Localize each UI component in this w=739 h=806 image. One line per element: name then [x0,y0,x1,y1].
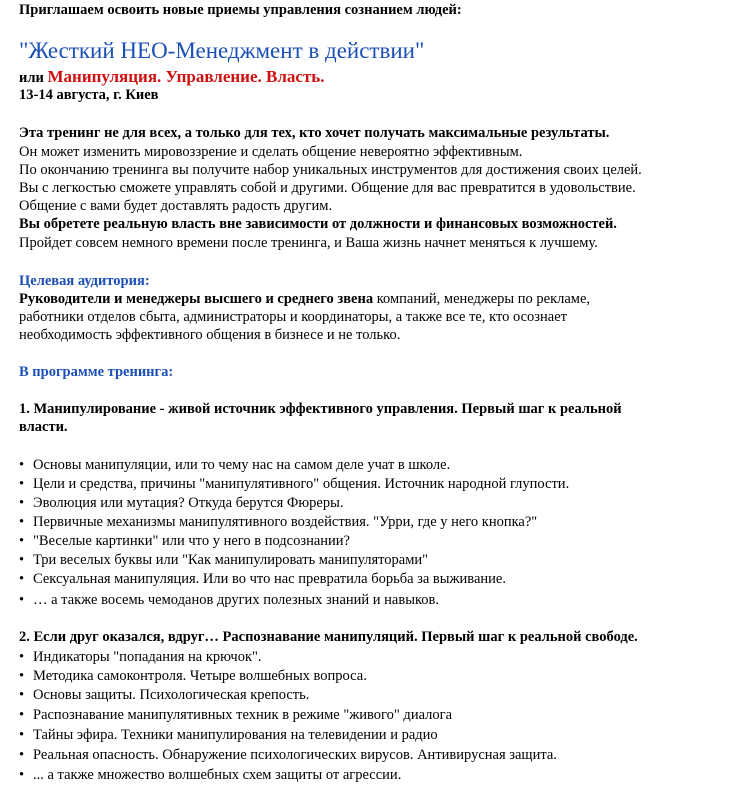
bullet-icon: • [19,571,25,587]
description-line-6: Вы обретете реальную власть вне зависимости от должности и финансовых возможностей. [19,216,617,232]
audience-heading: Целевая аудитория: [19,273,150,289]
description-line-4: Вы с легкостью сможете управлять собой и другими. Общение для вас превратится в удовольствие. [19,180,636,196]
list-item: • Сексуальная манипуляция. Или во что нас превратила борьба за выживание. [19,571,506,587]
subtitle-highlight: Манипуляция. Управление. Власть. [47,67,325,86]
description-line-3: По окончанию тренинга вы получите набор уникальных инструментов для достижения своих целей. [19,162,642,178]
section-1-heading-line-2: власти. [19,419,68,435]
bullet-icon: • [19,767,25,783]
bullet-icon: • [19,495,25,511]
list-item: • "Веселые картинки" или что у него в подсознании? [19,533,350,549]
list-item: • Цели и средства, причины "манипулятивного" общения. Источник народной глупости. [19,476,570,492]
list-item: • ... а также множество волшебных схем защиты от агрессии. [19,767,402,783]
bullet-icon: • [19,514,25,530]
list-item: • Тайны эфира. Техники манипулирования на телевидении и радио [19,727,438,743]
list-item: • Первичные механизмы манипулятивного воздействия. "Урри, где у него кнопка?" [19,514,538,530]
section-1-heading-line-1: 1. Манипулирование - живой источник эффективного управления. Первый шаг к реальной [19,401,622,417]
description-line-7: Пройдет совсем немного времени после тренинга, и Ваша жизнь начнет меняться к лучшему. [19,235,598,251]
list-item: • Основы манипуляции, или то чему нас на самом деле учат в школе. [19,457,451,473]
list-item: • Три веселых буквы или "Как манипулировать манипуляторами" [19,552,429,568]
bullet-icon: • [19,747,25,763]
bullet-icon: • [19,649,25,665]
list-item: • Эволюция или мутация? Откуда берутся Фюреры. [19,495,344,511]
section-2-heading: 2. Если друг оказался, вдруг… Распознавание манипуляций. Первый шаг к реальной свободе. [19,629,638,645]
list-item: • Основы защиты. Психологическая крепость. [19,687,310,703]
audience-line-1-rest: компаний, менеджеры по рекламе, [373,291,591,307]
subtitle-prefix: или [19,70,44,86]
date-place: 13-14 августа, г. Киев [19,87,159,103]
list-item: • Реальная опасность. Обнаружение психологических вирусов. Антивирусная защита. [19,747,557,763]
description-line-1: Эта тренинг не для всех, а только для тех, кто хочет получать максимальные результаты. [19,125,610,141]
bullet-icon: • [19,687,25,703]
description-line-5: Общение с вами будет доставлять радость другим. [19,198,333,214]
audience-line-1 [19,290,590,309]
bullet-icon: • [19,552,25,568]
description-line-2: Он может изменить мировоззрение и сделать общение невероятно эффективным. [19,144,523,160]
audience-line-3: необходимость эффективного общения в бизнесе и не только. [19,327,401,343]
bullet-icon: • [19,457,25,473]
bullet-icon: • [19,707,25,723]
program-heading: В программе тренинга: [19,364,174,380]
list-item: • … а также восемь чемоданов других полезных знаний и навыков. [19,592,439,608]
bullet-icon: • [19,727,25,743]
bullet-icon: • [19,668,25,684]
training-title: "Жесткий НЕО-Менеджмент в действии" [19,38,425,63]
bullet-icon: • [19,476,25,492]
bullet-icon: • [19,592,25,608]
subtitle-line [19,67,325,88]
list-item: • Индикаторы "попадания на крючок". [19,649,262,665]
list-item: • Распознавание манипулятивных техник в режиме "живого" диалога [19,707,453,723]
list-item: • Методика самоконтроля. Четыре волшебных вопроса. [19,668,367,684]
audience-bold: Руководители и менеджеры высшего и среднего звена [19,291,374,307]
bullet-icon: • [19,533,25,549]
intro-line: Приглашаем освоить новые приемы управления сознанием людей: [19,2,462,18]
audience-line-2: работники отделов сбыта, администраторы и координаторы, а также все те, кто осознает [19,309,567,325]
